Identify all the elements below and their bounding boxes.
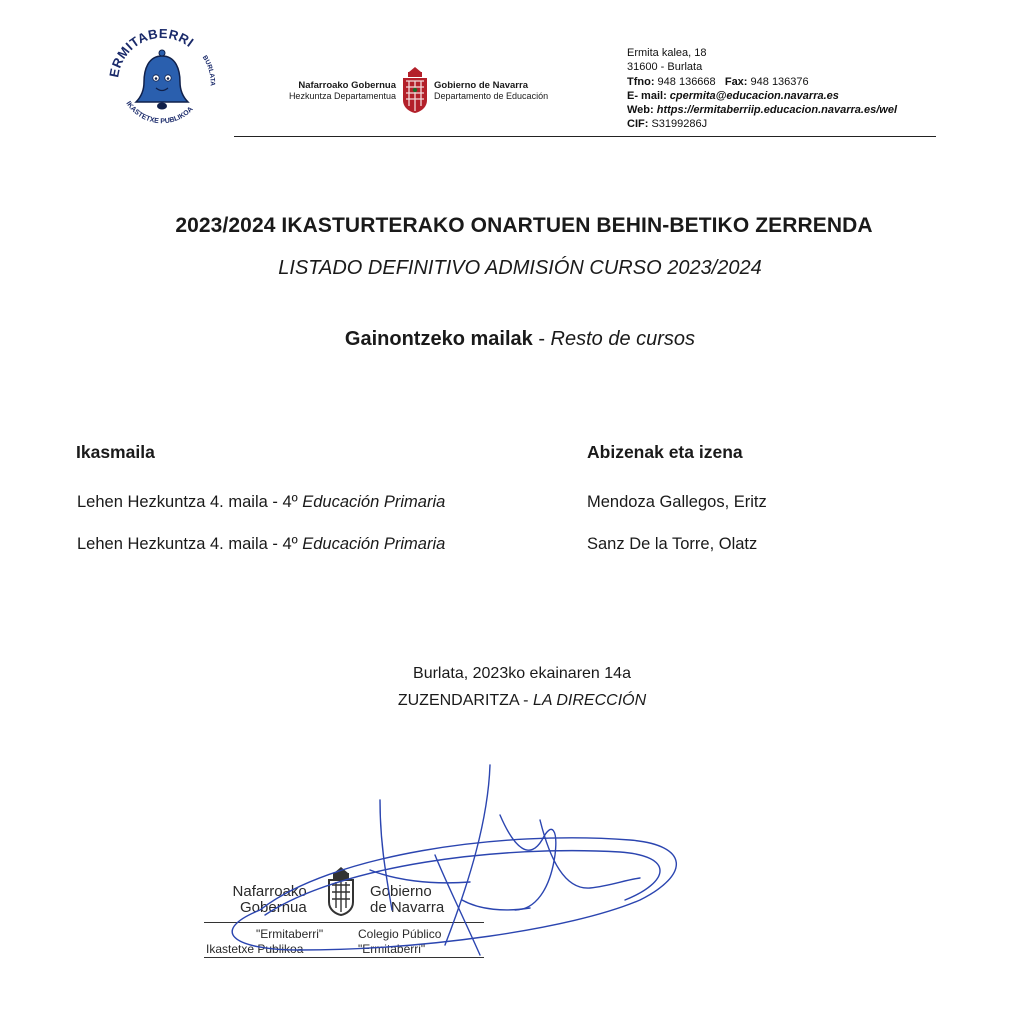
stamp-school-es-name: "Ermitaberri" [358,942,426,956]
stamp-school-eu-type: Ikastetxe Publikoa [206,942,304,956]
stamp-gov-eu-2: Gobernua [240,899,307,916]
document-title-eu: 2023/2024 IKASTURTERAKO ONARTUEN BEHIN-BETIKO ZERRENDA [175,214,873,237]
row-course-es: Educación Primaria [302,493,446,511]
gov-eu-text [282,80,396,102]
cif-label: CIF: [627,118,649,131]
table-row-2-name: Sanz De la Torre, Olatz [587,535,758,553]
handwritten-signature [170,760,710,980]
gov-es-text [434,80,548,102]
table-row-1-course [77,493,445,512]
row-course-es: Educación Primaria [302,535,446,553]
address-cif-line [627,117,897,131]
address-email-line [627,89,897,103]
row-course-eu: Lehen Hezkuntza 4. maila - 4º [77,535,303,553]
navarra-shield-icon [400,66,430,114]
fax-label: Fax: [724,75,748,88]
section-subtitle [12,328,1016,351]
phone-label: Tfno: [627,75,655,88]
email-label: E- mail: [627,89,667,102]
address-phone-line [627,75,897,89]
school-logo [104,20,220,136]
column-header-name: Abizenak eta izena [587,442,743,462]
header-divider [234,136,936,137]
stamp-gov-es-1: Gobierno [370,883,432,900]
address-street: Ermita kalea, 18 [627,47,707,59]
document-title-es: LISTADO DEFINITIVO ADMISIÓN CURSO 2023/2024 [278,257,762,279]
government-logo [282,66,582,116]
web-label: Web: [627,104,654,117]
gov-eu-department: Hezkuntza Departamentua [288,91,396,101]
gov-eu-name: Nafarroako Gobernua [298,80,396,91]
email-link[interactable]: cpermita@educacion.navarra.es [669,89,839,102]
address-city: 31600 - Burlata [627,61,703,74]
cif-value: S3199286J [651,118,708,131]
signatory [14,692,1016,710]
subtitle-eu: Gainontzeko mailak [344,328,533,350]
address-web-line [627,103,897,117]
subtitle-separator: - [532,328,551,350]
table-row-1-name: Mendoza Gallegos, Eritz [587,493,767,511]
place-date: Burlata, 2023ko ekainaren 14a [413,665,631,682]
table-row-2-course [77,535,445,554]
logo-side-text: BURLATA [200,54,216,87]
fax-value: 948 136376 [750,75,809,88]
address-block [627,46,897,132]
stamp-gov-eu-1: Nafarroako [232,883,307,900]
gov-es-department: Departamento de Educación [434,91,549,101]
svg-text:BURLATA [201,54,216,86]
subtitle-es: Resto de cursos [550,328,696,350]
bell-icon [136,50,188,110]
stamp-school-es-type: Colegio Público [358,927,442,941]
direction-es: LA DIRECCIÓN [532,692,647,709]
logo-top-text: ERMITABERRI [106,25,197,79]
phone-value: 948 136668 [657,75,716,88]
column-header-course: Ikasmaila [76,442,155,462]
logo-bottom-text: IKASTETXE PUBLIKOA [124,100,195,126]
web-link[interactable]: https://ermitaberriip.educacion.navarra.es/wel [656,104,897,117]
stamp-gov-es-2: de Navarra [370,899,445,916]
direction-eu: ZUZENDARITZA - [397,692,533,709]
gov-es-name: Gobierno de Navarra [434,80,528,91]
stamp-school-eu-name: "Ermitaberri" [256,927,324,941]
row-course-eu: Lehen Hezkuntza 4. maila - 4º [77,493,303,511]
